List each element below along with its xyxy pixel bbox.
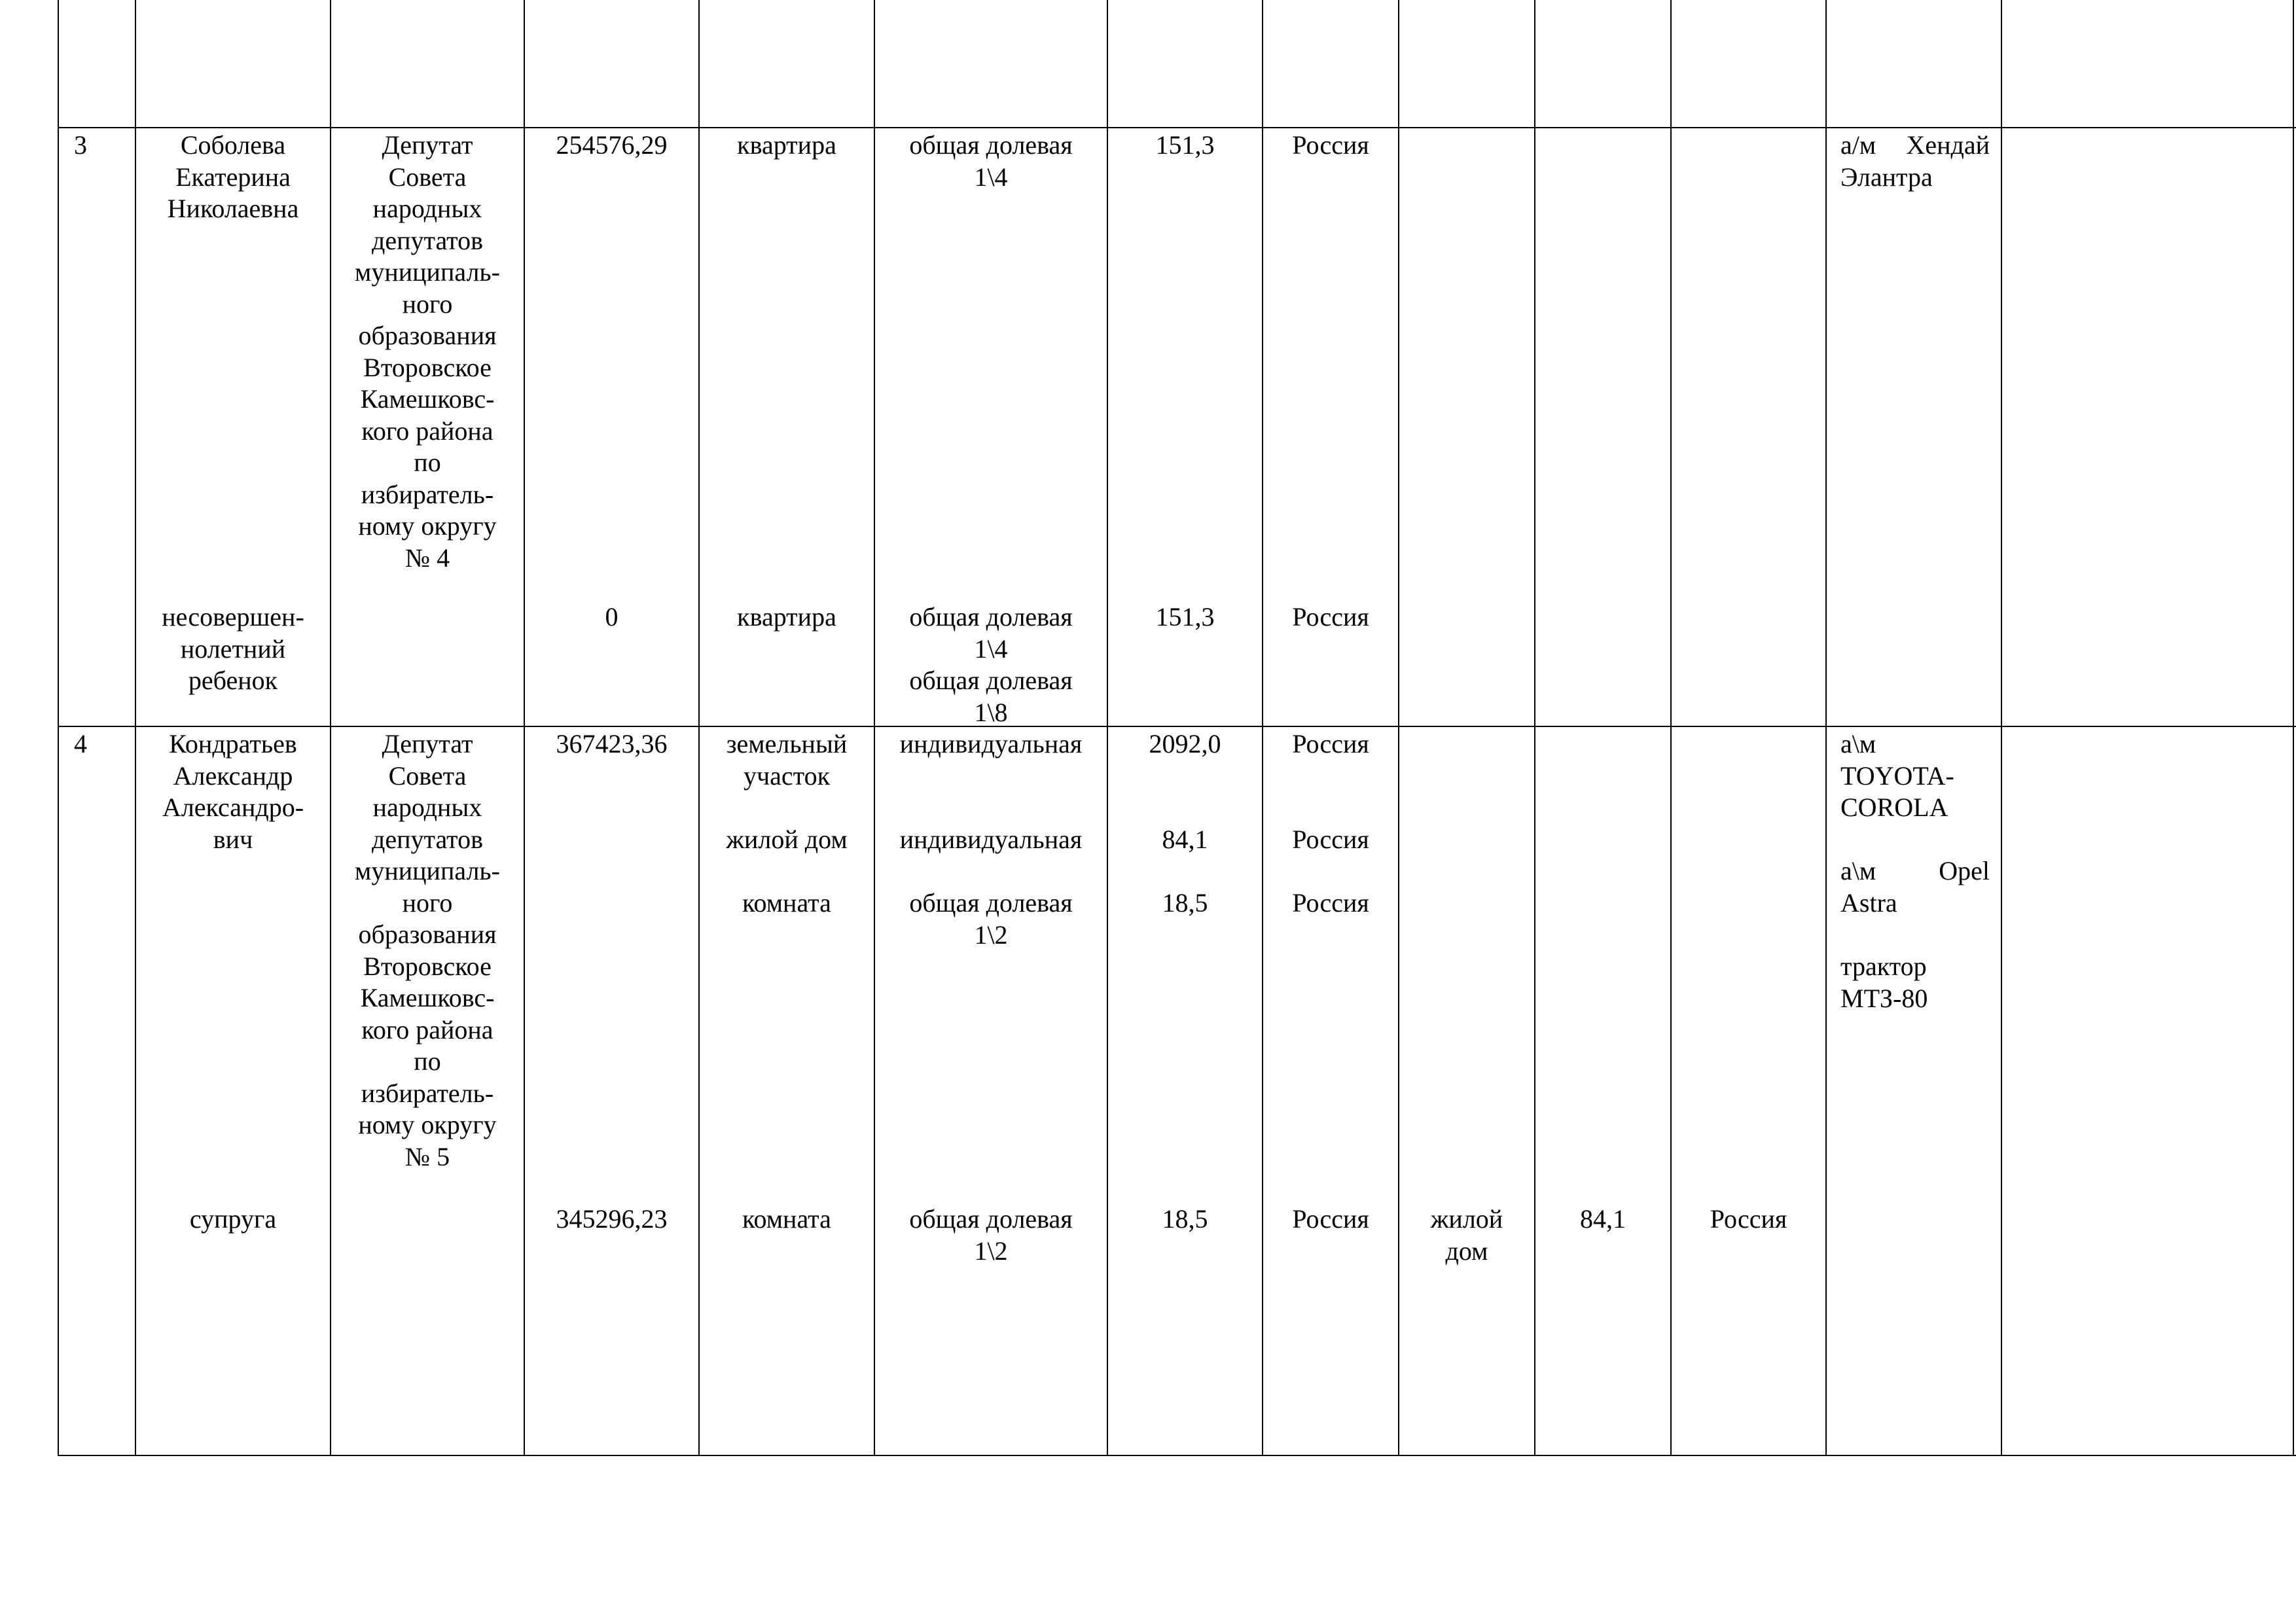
column-divider xyxy=(1825,0,1827,1456)
relative-ownership-type: общая долевая 1\2 xyxy=(909,1204,1073,1266)
relative-income: 0 xyxy=(605,602,619,632)
person-name: Кондратьев Александр Александро- вич xyxy=(162,729,304,854)
table-border-right xyxy=(2293,0,2294,1456)
ownership-type: общая долевая 1\4 xyxy=(909,130,1073,192)
column-divider xyxy=(1670,0,1672,1456)
property-type: комната xyxy=(742,888,831,918)
table-border-left xyxy=(58,0,59,1456)
column-divider xyxy=(2001,0,2002,1456)
relative-property-type: квартира xyxy=(737,602,836,632)
property-type: квартира xyxy=(737,130,836,160)
relative-property-area: 151,3 xyxy=(1155,602,1215,632)
row-divider xyxy=(58,127,2296,128)
relative-property-country: Россия xyxy=(1292,1204,1369,1234)
property-type: земельный участок xyxy=(726,729,848,791)
ownership-type: общая долевая 1\2 xyxy=(909,888,1073,950)
relative-income: 345296,23 xyxy=(556,1204,668,1234)
property-area: 84,1 xyxy=(1162,825,1208,854)
property-area: 151,3 xyxy=(1155,130,1215,160)
property-country: Россия xyxy=(1292,888,1369,918)
property-country: Россия xyxy=(1292,130,1369,160)
person-name: Соболева Екатерина Николаевна xyxy=(167,130,299,223)
relative-property-country: Россия xyxy=(1292,602,1369,632)
row-divider xyxy=(58,726,2296,727)
relative-use-area: 84,1 xyxy=(1580,1204,1626,1234)
ownership-type: индивидуальная xyxy=(899,825,1083,854)
relative-use-type: жилой дом xyxy=(1430,1204,1503,1266)
vehicle: трактор МТЗ-80 xyxy=(1840,952,1928,1013)
annual-income: 367423,36 xyxy=(556,729,668,758)
row-number: 4 xyxy=(74,729,87,758)
column-divider xyxy=(1534,0,1535,1456)
property-area: 18,5 xyxy=(1162,888,1208,918)
relative-name: несовершен- нолетний ребенок xyxy=(162,602,304,695)
ownership-type: индивидуальная xyxy=(899,729,1083,758)
vehicle: а/м Хендай Элантра xyxy=(1840,130,1990,192)
vehicle: а\м Opel Astra xyxy=(1840,856,1990,918)
vehicle: а\м TOYOTA- COROLA xyxy=(1840,729,1954,822)
relative-property-area: 18,5 xyxy=(1162,1204,1208,1234)
property-country: Россия xyxy=(1292,825,1369,854)
relative-property-type: комната xyxy=(742,1204,831,1234)
person-position: Депутат Совета народных депутатов муниципаль- ного образования Второвское Камешковс- кого района по избиратель- ному округу № 4 xyxy=(355,130,500,573)
table-border-bottom xyxy=(58,1455,2296,1456)
annual-income: 254576,29 xyxy=(556,130,668,160)
property-type: жилой дом xyxy=(726,825,848,854)
relative-name: супруга xyxy=(189,1204,277,1234)
property-country: Россия xyxy=(1292,729,1369,758)
row-number: 3 xyxy=(74,130,87,160)
person-position: Депутат Совета народных депутатов муниципаль- ного образования Второвское Камешковс- кого района по избиратель- ному округу № 5 xyxy=(355,729,500,1171)
relative-ownership-type: общая долевая 1\4 общая долевая 1\8 xyxy=(909,602,1073,727)
relative-use-country: Россия xyxy=(1710,1204,1787,1234)
property-area: 2092,0 xyxy=(1149,729,1221,758)
